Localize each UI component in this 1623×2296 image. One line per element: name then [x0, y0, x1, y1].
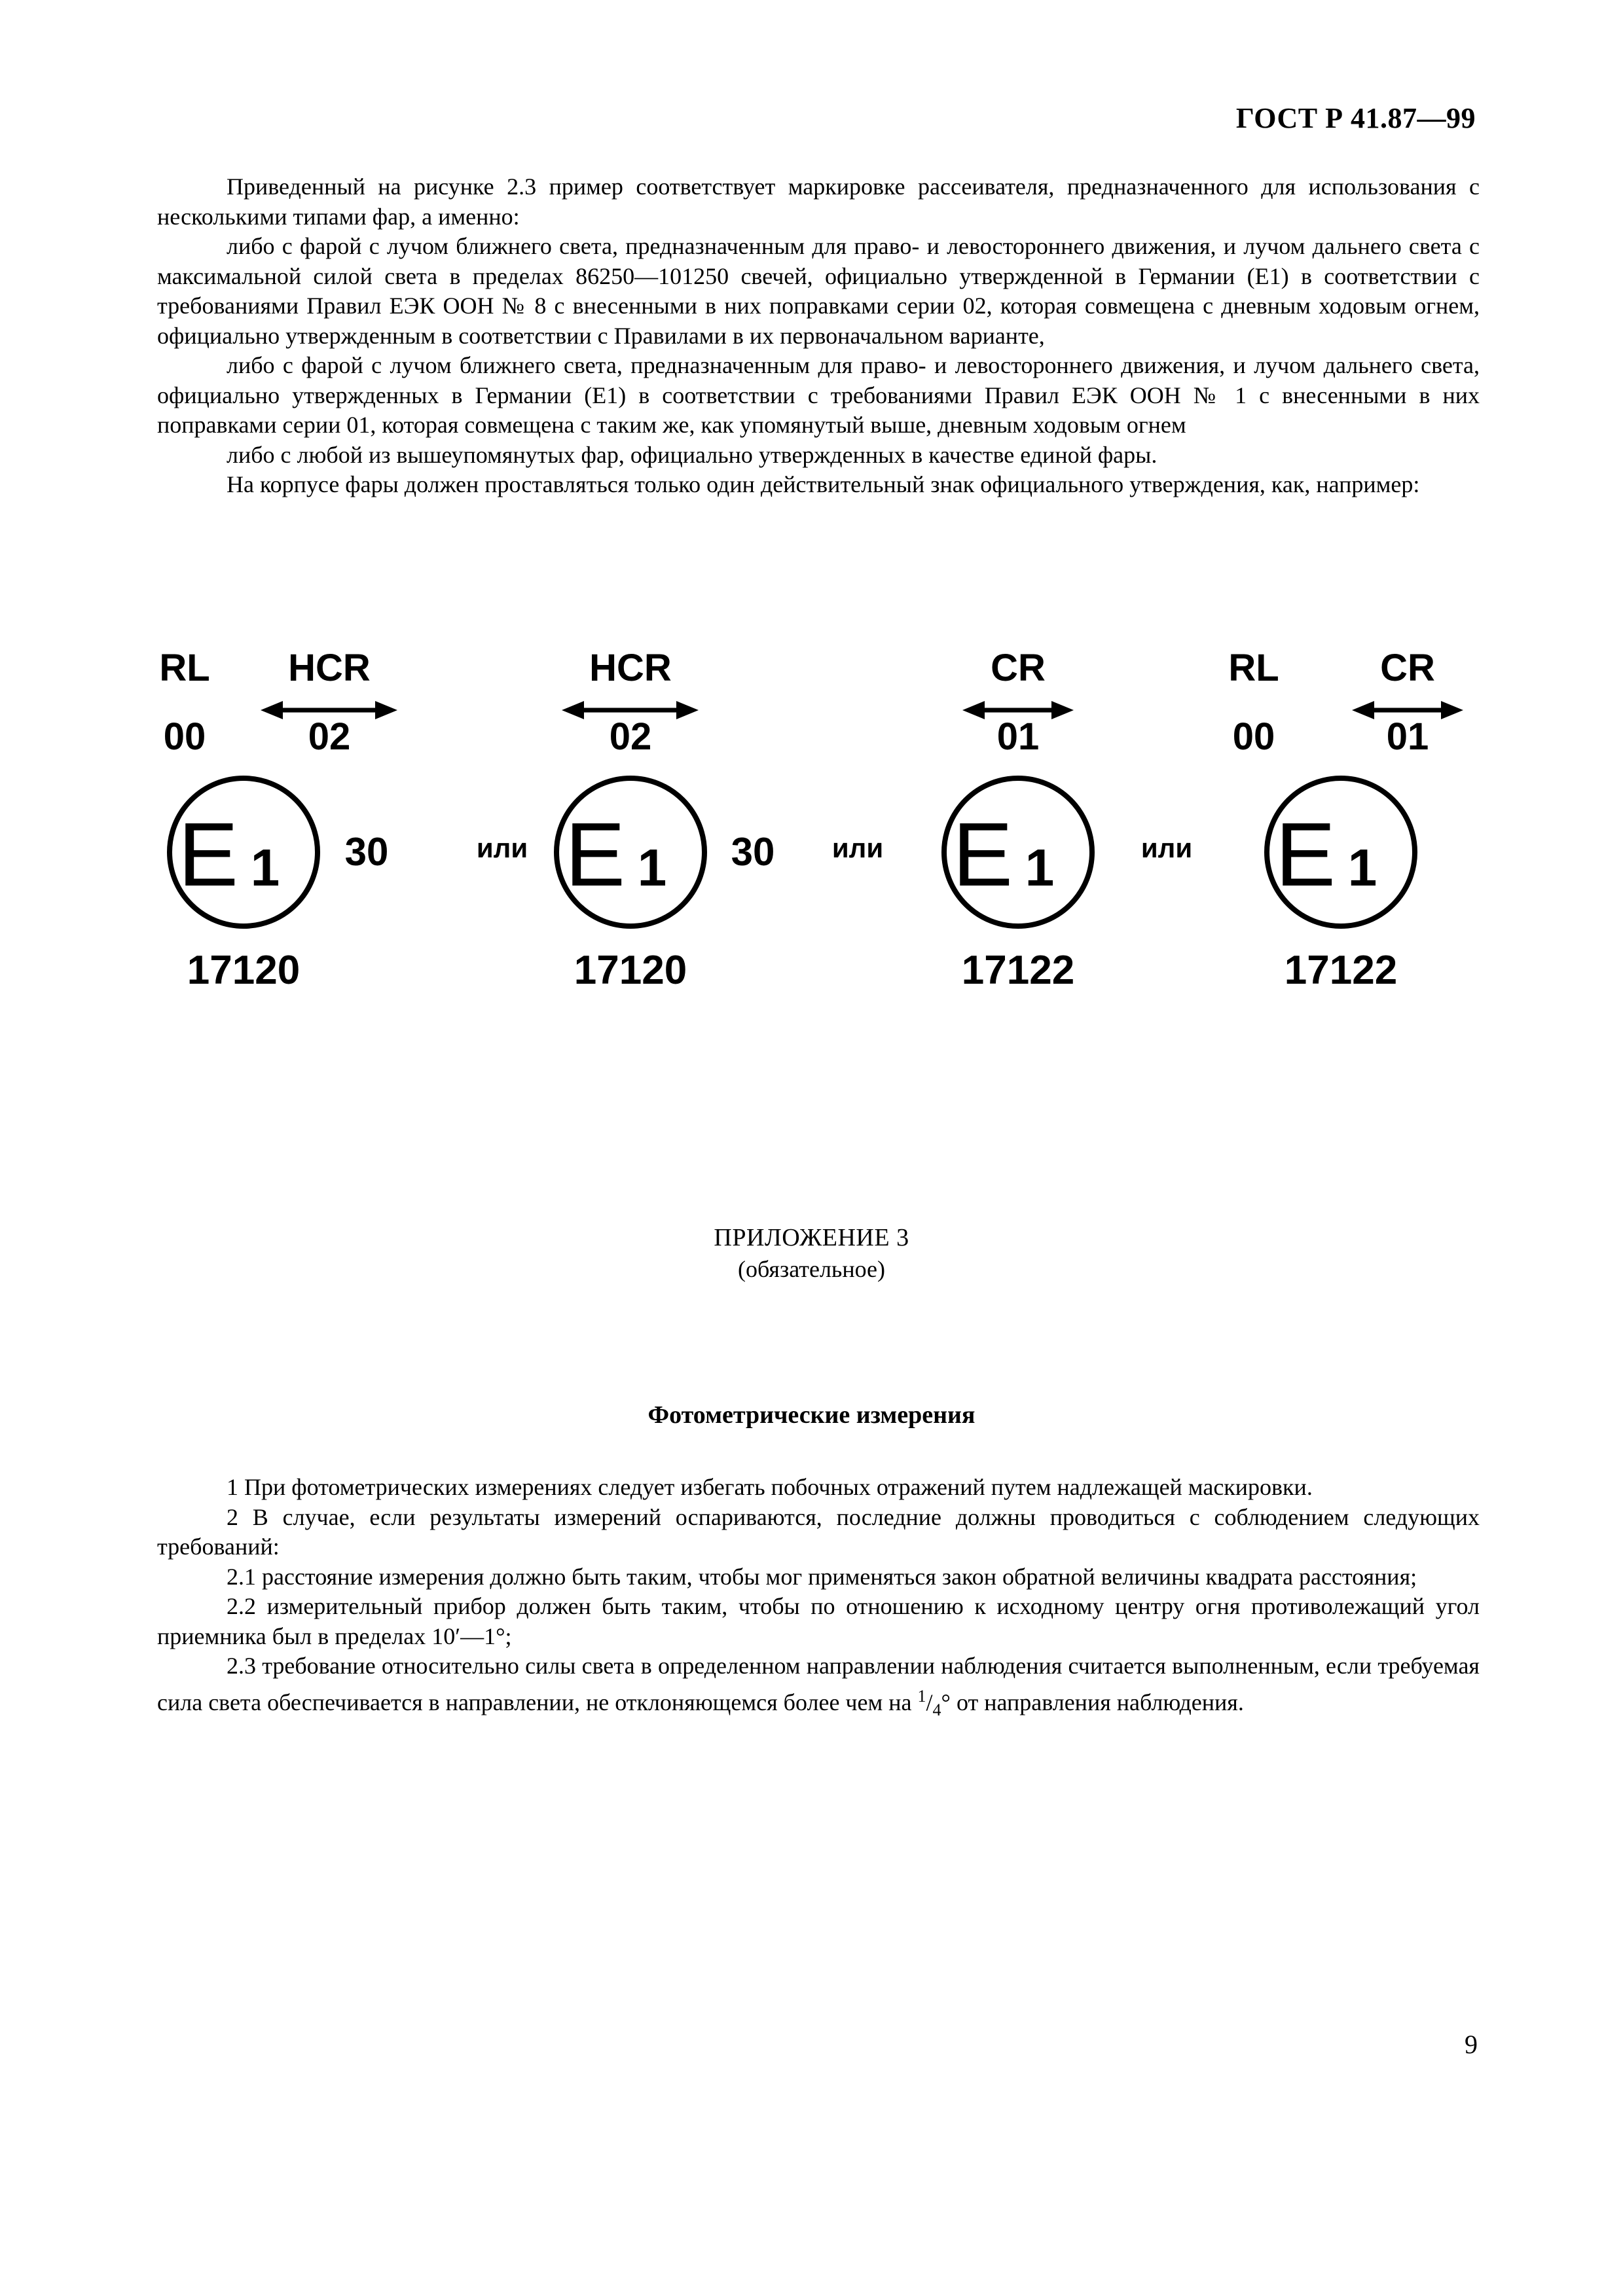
mark-2-approval-number: 17120 [574, 948, 687, 993]
list-item: 2.3 требование относительно силы света в определенном направлении наблюдения считается выполненным, если требуемая сила света обеспечивается в направлении, не отклоняющемся более чем на $^1/_4^\circ$ от направления наблюдения. [157, 1653, 1480, 1719]
paragraph: На корпусе фары должен проставляться только один действительный знак официального утверждения, как, например: [227, 471, 1420, 497]
mark-1-side-number: 30 [344, 830, 389, 874]
mark-2-number: 1 [637, 838, 667, 897]
paragraph: либо с фарой с лучом ближнего света, предназначенным для право- и левостороннего движения, и лучом дальнего света с максимальной силой света в пределах 86250—101250 свечей, официально утвержденной в Германии (E1) в соответствии с требованиями Правил ЕЭК ООН № 8 с внесенными в них поправками серии 02, которая совмещена с дневным ходовым огнем, официально утвержденным в соответствии с Правилами в их первоначальном варианте, [157, 233, 1480, 349]
mark-1-letter: E [177, 804, 239, 905]
mark-3-number: 1 [1025, 838, 1055, 897]
mark-1-right-code: HCR [288, 647, 371, 689]
mark-2-right-code: HCR [589, 647, 672, 689]
requirements-list [157, 1473, 1480, 1725]
list-item: 1 При фотометрических измерениях следует избегать побочных отражений путем надлежащей маскировки. [227, 1474, 1313, 1500]
separator-or: или [831, 833, 884, 863]
mark-4-right-series: 01 [1386, 715, 1429, 758]
separator-or: или [476, 833, 528, 863]
mark-1-right-series: 02 [308, 715, 351, 758]
approval-mark-2 [556, 647, 775, 993]
mark-1-number: 1 [250, 838, 280, 897]
approval-mark-4 [1228, 647, 1463, 993]
approval-mark-1 [159, 647, 397, 993]
mark-4-approval-number: 17122 [1284, 948, 1398, 993]
list-item: 2 В случае, если результаты измерений оспариваются, последние должны проводиться с соблюдением следующих требований: [157, 1503, 1480, 1560]
mark-4-letter: E [1275, 804, 1336, 905]
approval-mark-3 [944, 647, 1092, 993]
mark-1-left-series: 00 [163, 715, 206, 758]
fraction-denominator: 4 [932, 1700, 941, 1719]
mark-4-right-code: CR [1380, 647, 1435, 689]
mark-4-number: 1 [1347, 838, 1377, 897]
fraction-numerator: 1 [917, 1686, 926, 1706]
paragraph: Приведенный на рисунке 2.3 пример соответствует маркировке рассеивателя, предназначенного для использования с несколькими типами фар, а именно: [157, 173, 1480, 230]
separator-or: или [1140, 833, 1193, 863]
page-number: 9 [1465, 2030, 1478, 2059]
list-item: 2.2 измерительный прибор должен быть таким, чтобы по отношению к исходному центру огня противолежащий угол приемника был в пределах 10′—1°; [157, 1593, 1480, 1649]
list-item-text: ° от направления наблюдения. [941, 1689, 1244, 1715]
approval-marks-figure [0, 645, 1623, 1018]
approval-marks-drawing [0, 645, 1623, 1018]
mark-2-letter: E [564, 804, 626, 905]
mark-3-right-series: 01 [996, 715, 1040, 758]
mark-1-approval-number: 17120 [187, 948, 301, 993]
mark-3-approval-number: 17122 [961, 948, 1075, 993]
mark-3-right-code: CR [991, 647, 1046, 689]
paragraph: либо с фарой с лучом ближнего света, предназначенным для право- и левостороннего движения, и лучом дальнего света, официально утвержденных в Германии (E1) в соответствии с требованиями Правил ЕЭК ООН № 1 с внесенными в них поправками серии 01, которая совмещена с таким же, как упомянутый выше, дневным ходовым огнем [157, 352, 1480, 438]
list-item: 2.1 расстояние измерения должно быть таким, чтобы мог применяться закон обратной величины квадрата расстояния; [227, 1563, 1417, 1590]
mark-1-left-code: RL [159, 647, 210, 689]
mark-4-left-code: RL [1228, 647, 1279, 689]
annex-title: ПРИЛОЖЕНИЕ 3 [714, 1224, 909, 1251]
document-code: ГОСТ Р 41.87—99 [1235, 102, 1476, 134]
mark-4-left-series: 00 [1232, 715, 1275, 758]
section-title: Фотометрические измерения [647, 1401, 976, 1429]
mark-2-right-series: 02 [609, 715, 652, 758]
intro-text [157, 172, 1480, 500]
mark-2-side-number: 30 [731, 830, 775, 874]
paragraph: либо с любой из вышеупомянутых фар, официально утвержденных в качестве единой фары. [227, 441, 1158, 468]
annex-subtitle: (обязательное) [738, 1256, 885, 1282]
list-item-text: 2.3 требование относительно силы света в определенном направлении наблюдения считается выполненным, если требуемая сила света обеспечивается в направлении, не отклоняющемся более чем на [157, 1653, 1480, 1715]
mark-3-letter: E [952, 804, 1013, 905]
